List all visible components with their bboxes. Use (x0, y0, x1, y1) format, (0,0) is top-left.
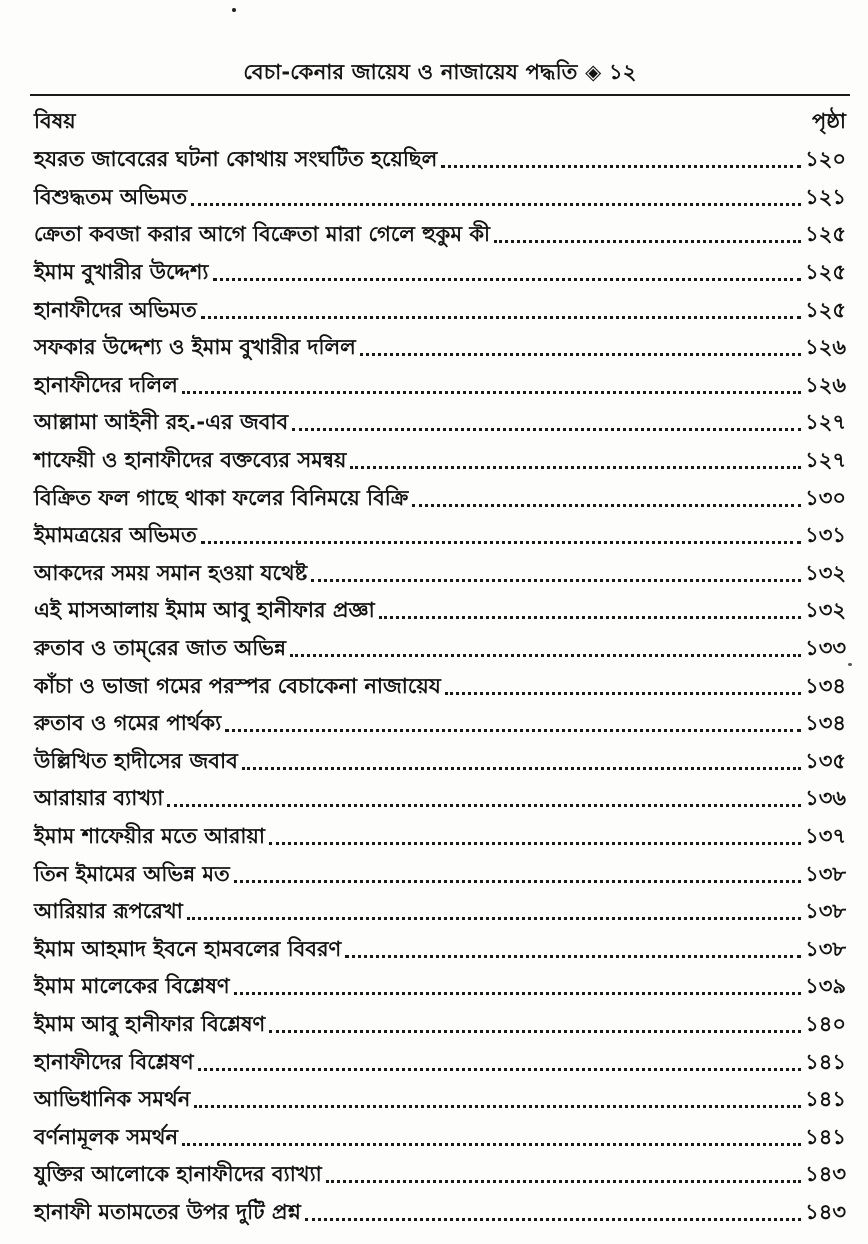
dot-leader (182, 1143, 801, 1146)
dot-leader (191, 203, 801, 206)
toc-entry-title: আল্লামা আইনী রহ.-এর জবাব (34, 410, 289, 435)
toc-entry (34, 1195, 846, 1233)
dot-leader (269, 1030, 801, 1033)
toc-entry-title: ইমাম শাফেয়ীর মতে আরায়া (34, 823, 265, 848)
topic-column-label: বিষয় (34, 108, 76, 133)
dot-leader (234, 992, 801, 995)
dot-leader (345, 955, 801, 958)
dot-leader (182, 391, 801, 394)
toc-entry-title: আরায়ার ব্যাখ্যা (34, 786, 164, 811)
toc-entry (34, 1044, 846, 1082)
page-column-label: পৃষ্ঠা (811, 108, 846, 133)
toc-entry-page: ১২৬ (805, 335, 846, 360)
toc-entry (34, 969, 846, 1007)
toc-entry-page: ১৩১ (805, 523, 846, 548)
toc-entry-title: যুক্তির আলোকে হানাফীদের ব্যাখ্যা (34, 1162, 322, 1187)
toc-entry-page: ১৩৮ (805, 899, 846, 924)
toc-entry-page: ১২৬ (805, 372, 846, 397)
dot-leader (290, 654, 801, 657)
toc-entry-page: ১৪১ (805, 1124, 846, 1149)
toc-entry-page: ১৩৮ (805, 861, 846, 886)
toc-entry-title: বিক্রিত ফল গাছে থাকা ফলের বিনিময়ে বিক্রি (34, 485, 409, 510)
toc-entry (34, 1157, 846, 1195)
toc-entry-title: হানাফীদের অভিমত (34, 297, 197, 322)
toc-entry-title: উল্লিখিত হাদীসের জবাব (34, 748, 238, 773)
dot-leader (194, 1105, 801, 1108)
toc-entry (34, 142, 846, 180)
toc-entry (34, 330, 846, 368)
toc-entry (34, 856, 846, 894)
toc-entry-title: বর্ণনামূলক সমর্থন (34, 1124, 178, 1149)
toc-entry-title: ইমাম আহমাদ ইবনে হামবলের বিবরণ (34, 936, 342, 961)
toc-entry (34, 480, 846, 518)
dot-leader (326, 1180, 801, 1183)
toc-entry (34, 217, 846, 255)
toc-entry (34, 405, 846, 443)
toc-entry (34, 894, 846, 932)
toc-entry-title: হানাফী মতামতের উপর দুটি প্রশ্ন (34, 1199, 301, 1224)
toc-entry (34, 1007, 846, 1045)
toc-entry-page: ১২৭ (805, 410, 846, 435)
toc-entry (34, 931, 846, 969)
toc-entry (34, 518, 846, 556)
ink-speck (232, 8, 236, 12)
toc-entry (34, 668, 846, 706)
toc-entry-page: ১২১ (805, 184, 846, 209)
toc-entry-title: বিশুদ্ধতম অভিমত (34, 184, 188, 209)
toc-entry-title: কাঁচা ও ভাজা গমের পরস্পর বেচাকেনা নাজায়েয (34, 673, 441, 698)
toc-entry-page: ১২৫ (805, 260, 846, 285)
toc-entry-page: ১৪১ (805, 1049, 846, 1074)
toc-entry-page: ১৩২ (805, 598, 846, 623)
running-header: বেচা-কেনার জায়েয ও নাজায়েয পদ্ধতি ◈ ১২ (243, 59, 637, 84)
dot-leader (242, 767, 801, 770)
toc-entry (34, 1119, 846, 1157)
dot-leader (213, 278, 802, 281)
toc-entry-page: ১৪৩ (805, 1199, 846, 1224)
toc-entry (34, 556, 846, 594)
dot-leader (494, 240, 801, 243)
toc-entry (34, 744, 846, 782)
toc-entry (34, 631, 846, 669)
toc-entry-title: আরিয়ার রূপরেখা (34, 899, 183, 924)
toc-entry-title: ক্রেতা কবজা করার আগে বিক্রেতা মারা গেলে হুকুম কী (34, 222, 491, 247)
toc-column-header (34, 102, 846, 142)
toc-entry-title: আভিধানিক সমর্থন (34, 1087, 191, 1112)
dot-leader (350, 466, 801, 469)
dot-leader (360, 353, 801, 356)
toc-entry-page: ১৩৯ (805, 974, 846, 999)
toc-entry-page: ১৪০ (805, 1011, 846, 1036)
toc-entry-page: ১৩৭ (805, 823, 846, 848)
toc-entry-title: এই মাসআলায় ইমাম আবু হানীফার প্রজ্ঞা (34, 598, 375, 623)
toc-entry-page: ১৩৫ (805, 748, 846, 773)
toc-entry-page: ১২০ (805, 147, 846, 172)
toc-entry-page: ১৩৬ (805, 786, 846, 811)
toc-entry (34, 368, 846, 406)
dot-leader (201, 541, 801, 544)
toc-entry-page: ১৩২ (805, 560, 846, 585)
toc-entry (34, 443, 846, 481)
toc-entry (34, 292, 846, 330)
dot-leader (234, 880, 801, 883)
toc-entry-page: ১৩৪ (805, 673, 846, 698)
dot-leader (187, 917, 801, 920)
toc-entry-title: হানাফীদের বিশ্লেষণ (34, 1049, 194, 1074)
toc-entry-page: ১২৭ (805, 448, 846, 473)
toc-entry-title: রুতাব ও গমের পার্থক্য (34, 711, 222, 736)
dot-leader (412, 504, 801, 507)
toc-entry-title: সফকার উদ্দেশ্য ও ইমাম বুখারীর দলিল (34, 335, 356, 360)
toc-entry-page: ১৩৪ (805, 711, 846, 736)
toc-entry (34, 819, 846, 857)
dot-leader (379, 616, 801, 619)
toc-entry (34, 1082, 846, 1120)
toc-entry (34, 593, 846, 631)
dot-leader (292, 428, 801, 431)
dot-leader (198, 1068, 802, 1071)
dot-leader (441, 165, 801, 168)
toc-entry-title: ইমাম আবু হানীফার বিশ্লেষণ (34, 1011, 266, 1036)
toc-entry-page: ১৩০ (805, 485, 846, 510)
toc-entry-title: হযরত জাবেরের ঘটনা কোথায় সংঘটিত হয়েছিল (34, 147, 438, 172)
dot-leader (167, 804, 801, 807)
toc-entry-title: ইমাম বুখারীর উদ্দেশ্য (34, 260, 209, 285)
toc-entry-page: ১৩৮ (805, 936, 846, 961)
toc-entry-page: ১৪৩ (805, 1162, 846, 1187)
toc-entry (34, 180, 846, 218)
toc-entry (34, 781, 846, 819)
toc-entry-page: ১২৫ (805, 297, 846, 322)
toc-entry (34, 255, 846, 293)
dot-leader (311, 579, 801, 582)
toc-entry-title: ইমাম মালেকের বিশ্লেষণ (34, 974, 230, 999)
toc-entry-title: শাফেয়ী ও হানাফীদের বক্তব্যের সমন্বয় (34, 448, 347, 473)
toc-entry-title: আকদের সময় সমান হওয়া যথেষ্ট (34, 560, 308, 585)
toc-entry-title: রুতাব ও তাম্‌রের জাত অভিন্ন (34, 636, 286, 661)
dot-leader (225, 729, 801, 732)
dot-leader (445, 692, 801, 695)
dot-leader (201, 316, 801, 319)
dot-leader (269, 842, 801, 845)
ink-speck (848, 663, 852, 666)
dot-leader (305, 1218, 801, 1221)
table-of-contents (34, 142, 846, 1232)
toc-entry-page: ১৪১ (805, 1087, 846, 1112)
header-rule (30, 94, 850, 96)
toc-entry-page: ১৩৩ (805, 636, 846, 661)
toc-entry (34, 706, 846, 744)
toc-entry-title: ইমামত্রয়ের অভিমত (34, 523, 197, 548)
toc-entry-page: ১২৫ (805, 222, 846, 247)
toc-entry-title: তিন ইমামের অভিন্ন মত (34, 861, 230, 886)
toc-entry-title: হানাফীদের দলিল (34, 372, 178, 397)
